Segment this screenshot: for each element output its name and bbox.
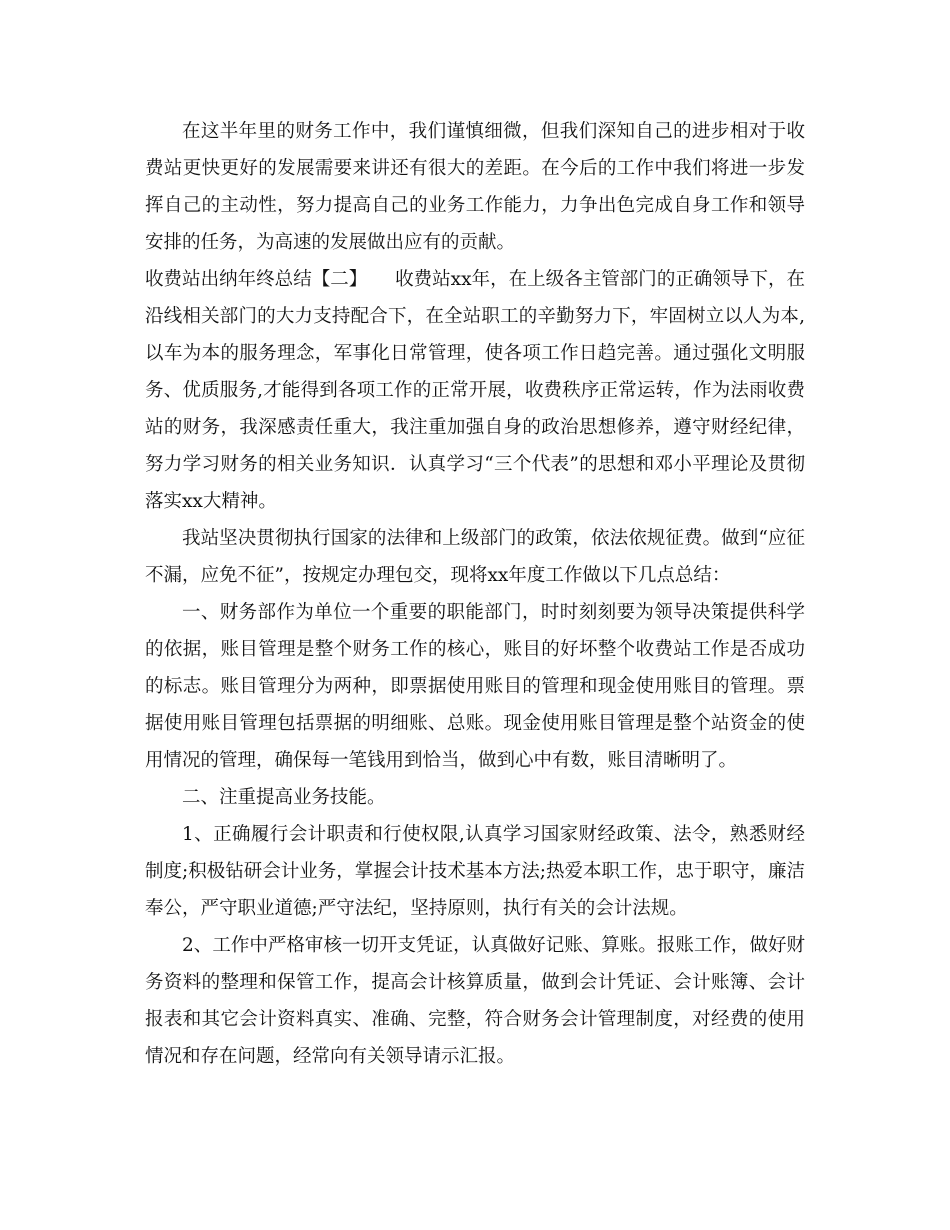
paragraph-section-title-and-overview: 收费站出纳年终总结【二】 收费站xx年，在上级各主管部门的正确领导下，在沿线相关部门的大力支持配合下，在全站职工的辛勤努力下，牢固树立以人为本,以车为本的服务理念，军事化日常管理，使各项工作日趋完善。通过强化文明服务、优质服务,才能得到各项工作的正常开展，收费秩序正常运转，作为法雨收费站的财务，我深感责任重大，我注重加强自身的政治思想修养，遵守财经纪律，努力学习财务的相关业务知识．认真学习“三个代表”的思想和邓小平理论及贯彻落实xx大精神。 (145, 269, 805, 512)
paragraph-policy-compliance: 我站坚决贯彻执行国家的法律和上级部门的政策，依法依规征费。做到“应征不漏，应免不征”，按规定办理包交，现将xx年度工作做以下几点总结： (145, 528, 805, 586)
document-body (145, 113, 805, 1075)
paragraph-item-one: 1、正确履行会计职责和行使权限,认真学习国家财经政策、法令，熟悉财经制度;积极钻研会计业务，掌握会计技术基本方法;热爱本职工作，忠于职守，廉洁奉公，严守职业道德;严守法纪，坚持原则，执行有关的会计法规。 (145, 824, 805, 919)
paragraph-skills-heading: 二、注重提高业务技能。 (182, 787, 386, 808)
paragraph-intro-summary: 在这半年里的财务工作中，我们谨慎细微，但我们深知自己的进步相对于收费站更快更好的发展需要来讲还有很大的差距。在今后的工作中我们将进一步发挥自己的主动性，努力提高自己的业务工作能力，力争出色完成自身工作和领导安排的任务，为高速的发展做出应有的贡献。 (145, 121, 805, 253)
paragraph-account-management: 一、财务部作为单位一个重要的职能部门，时时刻刻要为领导决策提供科学的依据，账目管理是整个财务工作的核心，账目的好坏整个收费站工作是否成功的标志。账目管理分为两种，即票据使用账目的管理和现金使用账目的管理。票据使用账目管理包括票据的明细账、总账。现金使用账目管理是整个站资金的使用情况的管理，确保每一笔钱用到恰当，做到心中有数，账目清晰明了。 (145, 602, 805, 771)
paragraph-item-two: 2、工作中严格审核一切开支凭证，认真做好记账、算账。报账工作，做好财务资料的整理和保管工作，提高会计核算质量，做到会计凭证、会计账簿、会计报表和其它会计资料真实、准确、完整，符合财务会计管理制度，对经费的使用情况和存在问题，经常向有关领导请示汇报。 (145, 935, 805, 1067)
